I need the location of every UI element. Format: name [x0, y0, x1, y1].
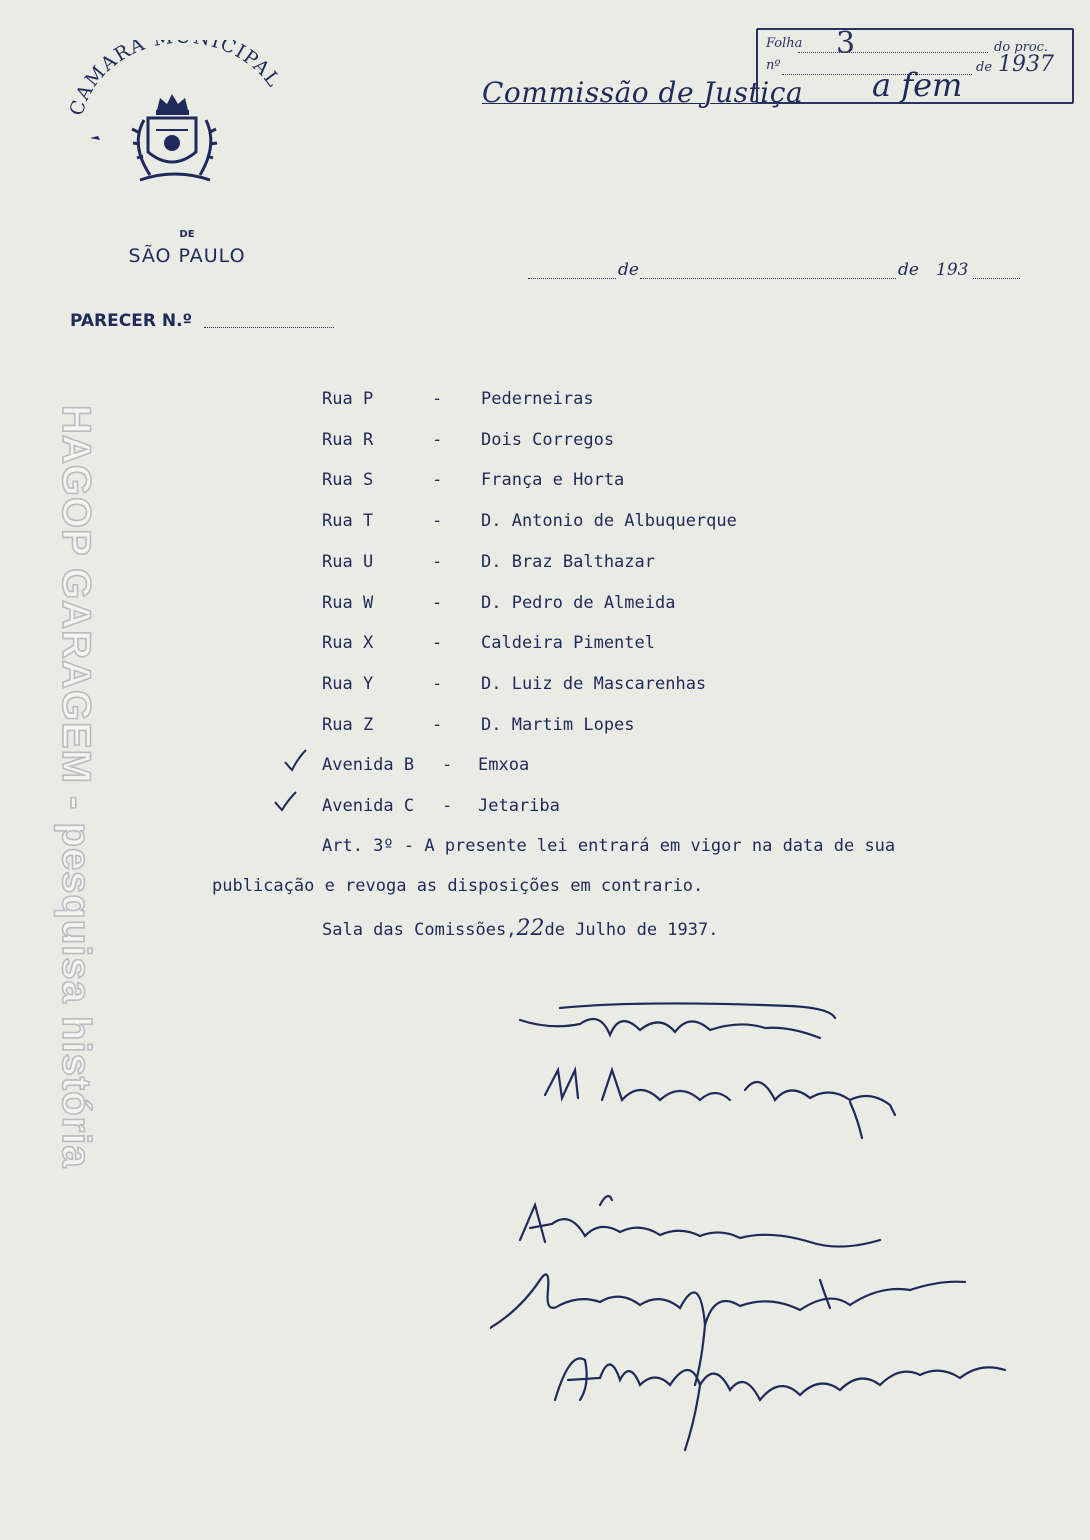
date-year: 193 [936, 260, 969, 280]
street-name: Rua Y [322, 673, 374, 694]
coat-of-arms-icon [60, 40, 300, 240]
street-name: Rua X [322, 633, 374, 654]
check-mark-icon [272, 790, 298, 814]
street-new-name: Caldeira Pimentel [481, 633, 655, 654]
street-dash: - [442, 755, 453, 776]
signature-4 [490, 1274, 965, 1328]
street-new-name: D. Pedro de Almeida [481, 592, 676, 613]
stamp-do-proc-label: do proc. [994, 40, 1049, 55]
seal-city: SÃO PAULO [128, 245, 246, 267]
street-new-name: D. Antonio de Albuquerque [481, 511, 737, 532]
street-new-name: Jetariba [478, 796, 560, 816]
street-dash: - [432, 470, 443, 491]
date-de-2: de [898, 260, 919, 280]
folha-stamp [756, 28, 1074, 104]
signature-5 [555, 1358, 1005, 1400]
signature-3 [520, 1205, 880, 1247]
street-dash: - [432, 673, 443, 694]
street-name: Avenida C [322, 796, 415, 816]
street-dash: - [432, 633, 443, 654]
handwritten-note: a fem [872, 66, 963, 104]
street-name: Rua U [322, 551, 374, 572]
stamp-year: 1937 [998, 52, 1054, 77]
street-dash: - [432, 511, 443, 532]
closing-day: 22 [516, 916, 545, 941]
street-new-name: D. Luiz de Mascarenhas [481, 673, 707, 694]
signatures [490, 990, 1050, 1460]
parecer-label: PARECER N.º [70, 311, 193, 331]
stamp-de-label: de [976, 60, 993, 75]
street-new-name: Dois Corregos [481, 429, 615, 450]
street-name: Rua T [322, 511, 374, 532]
street-dash: - [432, 714, 443, 735]
signature-2 [545, 1070, 578, 1098]
seal-de: DE [179, 229, 195, 240]
street-dash: - [442, 796, 453, 816]
street-name: Rua R [322, 429, 374, 450]
street-new-name: Emxoa [478, 755, 530, 776]
closing-prefix: Sala das Comissões, [322, 920, 517, 940]
date-de-1: de [618, 260, 639, 280]
signature-1 [520, 1019, 820, 1038]
watermark-text: HAGOP GARAGEM - pesquisa história [54, 405, 98, 1169]
street-dash: - [432, 551, 443, 572]
stamp-no-label: nº [766, 58, 781, 73]
street-name: Rua W [322, 592, 374, 613]
check-mark-icon [282, 748, 308, 772]
street-new-name: D. Martim Lopes [481, 714, 635, 735]
article-line-1: Art. 3º - A presente lei entrará em vigor na data de sua [322, 836, 896, 856]
closing-suffix: de Julho de 1937. [544, 920, 719, 940]
stamp-folha-value: 3 [836, 26, 856, 61]
street-dash: - [432, 389, 443, 409]
closing-line [322, 916, 718, 941]
street-new-name: Pederneiras [481, 389, 594, 409]
seal-arc-text: CAMARA ICIPAL [65, 40, 286, 119]
street-new-name: D. Braz Balthazar [481, 551, 655, 572]
stamp-folha-label: Folha [766, 36, 803, 51]
municipal-seal [60, 40, 300, 267]
article-line-2: publicação e revoga as disposições em contrario. [212, 876, 704, 896]
street-dash: - [432, 429, 443, 450]
date-line [528, 260, 1020, 282]
street-dash: - [432, 592, 443, 613]
street-name: Avenida B [322, 755, 415, 776]
street-name: Rua Z [322, 714, 374, 735]
street-name: Rua P [322, 389, 374, 409]
commission-title: Commissão de Justiça [482, 76, 804, 109]
street-name: Rua S [322, 470, 374, 491]
street-new-name: França e Horta [481, 470, 625, 491]
